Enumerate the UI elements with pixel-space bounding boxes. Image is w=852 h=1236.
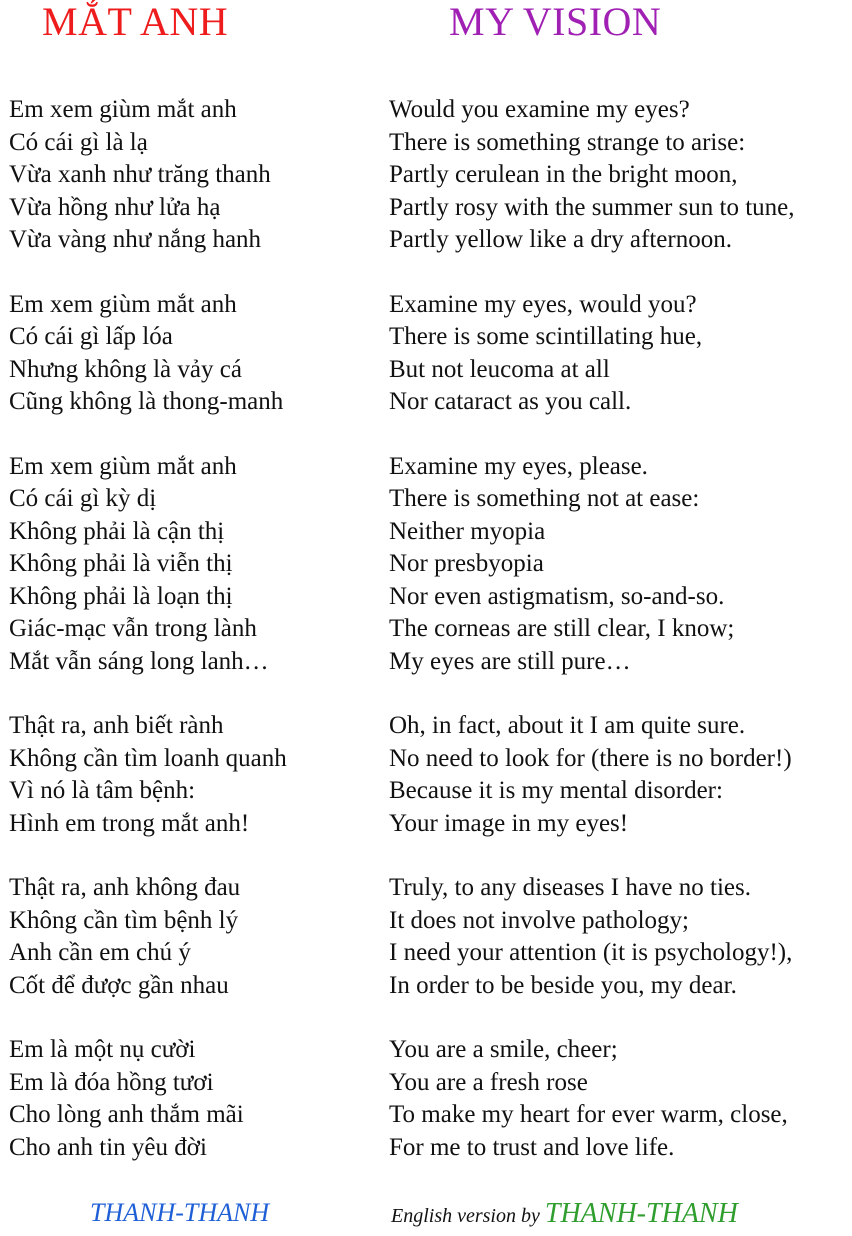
english-stanza-6 <box>389 1034 795 1164</box>
english-stanza-4 <box>389 710 795 840</box>
poem-line: Có cái gì lấp lóa <box>9 323 173 350</box>
poem-line: To make my heart for ever warm, close, <box>389 1101 788 1128</box>
poem-line: Cốt để được gần nhau <box>9 971 229 999</box>
poem-line: Có cái gì kỳ dị <box>9 485 157 512</box>
poem-line: Hình em trong mắt anh! <box>9 809 250 837</box>
english-stanza-3 <box>389 451 795 679</box>
poem-line: Partly rosy with the summer sun to tune, <box>389 193 795 221</box>
poem-line: Anh cần em chú ý <box>9 939 191 966</box>
poem-line: Your image in my eyes! <box>389 809 629 837</box>
poem-line: The corneas are still clear, I know; <box>389 615 735 642</box>
poem-line: Mắt vẫn sáng long lanh… <box>9 647 269 675</box>
poem-line: Vừa xanh như trăng thanh <box>9 161 271 188</box>
poem-line: Examine my eyes, would you? <box>389 290 697 318</box>
poem-line: Vừa hồng như lửa hạ <box>9 193 221 221</box>
poem-line: Nor even astigmatism, so-and-so. <box>389 582 725 610</box>
poem-line: Cho anh tin yêu đời <box>9 1133 207 1161</box>
poem-line: Giác-mạc vẫn trong lành <box>9 615 257 642</box>
vietnamese-stanza-4 <box>9 710 287 840</box>
poem-line: Oh, in fact, about it I am quite sure. <box>389 712 746 739</box>
poem-line: Không phải là cận thị <box>9 517 225 545</box>
vietnamese-stanza-6 <box>9 1034 287 1164</box>
poem-line: Nor presbyopia <box>389 550 544 577</box>
poem-line: I need your attention (it is psychology!), <box>389 939 793 966</box>
poem-line: Truly, to any diseases I have no ties. <box>389 874 751 901</box>
vietnamese-poem <box>9 94 287 1196</box>
poem-line: My eyes are still pure… <box>389 647 631 675</box>
poem-line: Em xem giùm mắt anh <box>9 452 237 480</box>
vietnamese-stanza-1 <box>9 94 287 257</box>
poem-line: For me to trust and love life. <box>389 1133 675 1161</box>
poem-line: Nhưng không là vảy cá <box>9 355 242 383</box>
vietnamese-author: THANH-THANH <box>90 1198 270 1227</box>
english-stanza-5 <box>389 872 795 1002</box>
poem-line: Partly cerulean in the bright moon, <box>389 161 738 188</box>
english-credit <box>391 1198 738 1230</box>
poem-line: Em xem giùm mắt anh <box>9 96 237 123</box>
poem-line: No need to look for (there is no border!) <box>389 744 792 772</box>
poem-line: Em là một nụ cười <box>9 1036 196 1063</box>
english-stanza-1 <box>389 94 795 257</box>
poem-line: Em xem giùm mắt anh <box>9 290 237 318</box>
poem-line: There is something not at ease: <box>389 485 700 512</box>
english-author: THANH-THANH <box>544 1198 738 1229</box>
english-title: MY VISION <box>449 0 662 44</box>
poem-line: But not leucoma at all <box>389 355 610 383</box>
poem-line: Không cần tìm bệnh lý <box>9 906 239 934</box>
poem-line: It does not involve pathology; <box>389 906 689 934</box>
poem-line: Nor cataract as you call. <box>389 388 632 415</box>
poem-line: You are a smile, cheer; <box>389 1036 618 1063</box>
poem-line: Vừa vàng như nắng hanh <box>9 226 262 253</box>
poem-line: Would you examine my eyes? <box>389 96 690 123</box>
english-poem <box>389 94 795 1196</box>
vietnamese-stanza-2 <box>9 289 287 419</box>
vietnamese-title: MẮT ANH <box>42 0 229 44</box>
poem-line: Em là đóa hồng tươi <box>9 1068 214 1096</box>
poem-line: Partly yellow like a dry afternoon. <box>389 226 732 253</box>
poem-line: Thật ra, anh biết rành <box>9 712 224 739</box>
poem-line: In order to be beside you, my dear. <box>389 971 737 999</box>
vietnamese-stanza-3 <box>9 451 287 679</box>
poem-line: Thật ra, anh không đau <box>9 874 241 901</box>
poem-line: You are a fresh rose <box>389 1068 588 1096</box>
poem-line: Examine my eyes, please. <box>389 452 648 480</box>
poem-line: Because it is my mental disorder: <box>389 777 723 804</box>
poem-line: Vì nó là tâm bệnh: <box>9 777 196 804</box>
vietnamese-stanza-5 <box>9 872 287 1002</box>
poem-line: There is some scintillating hue, <box>389 323 703 350</box>
poem-line: Có cái gì là lạ <box>9 128 148 156</box>
english-credit-prefix: English version by <box>391 1205 540 1227</box>
english-stanza-2 <box>389 289 795 419</box>
poem-line: Không phải là loạn thị <box>9 582 233 610</box>
poem-line: Cũng không là thong-manh <box>9 388 284 415</box>
poem-line: Không cần tìm loanh quanh <box>9 744 287 772</box>
poem-line: There is something strange to arise: <box>389 128 746 156</box>
poem-line: Neither myopia <box>389 517 546 545</box>
poem-line: Không phải là viễn thị <box>9 550 233 577</box>
poem-line: Cho lòng anh thắm mãi <box>9 1101 244 1128</box>
